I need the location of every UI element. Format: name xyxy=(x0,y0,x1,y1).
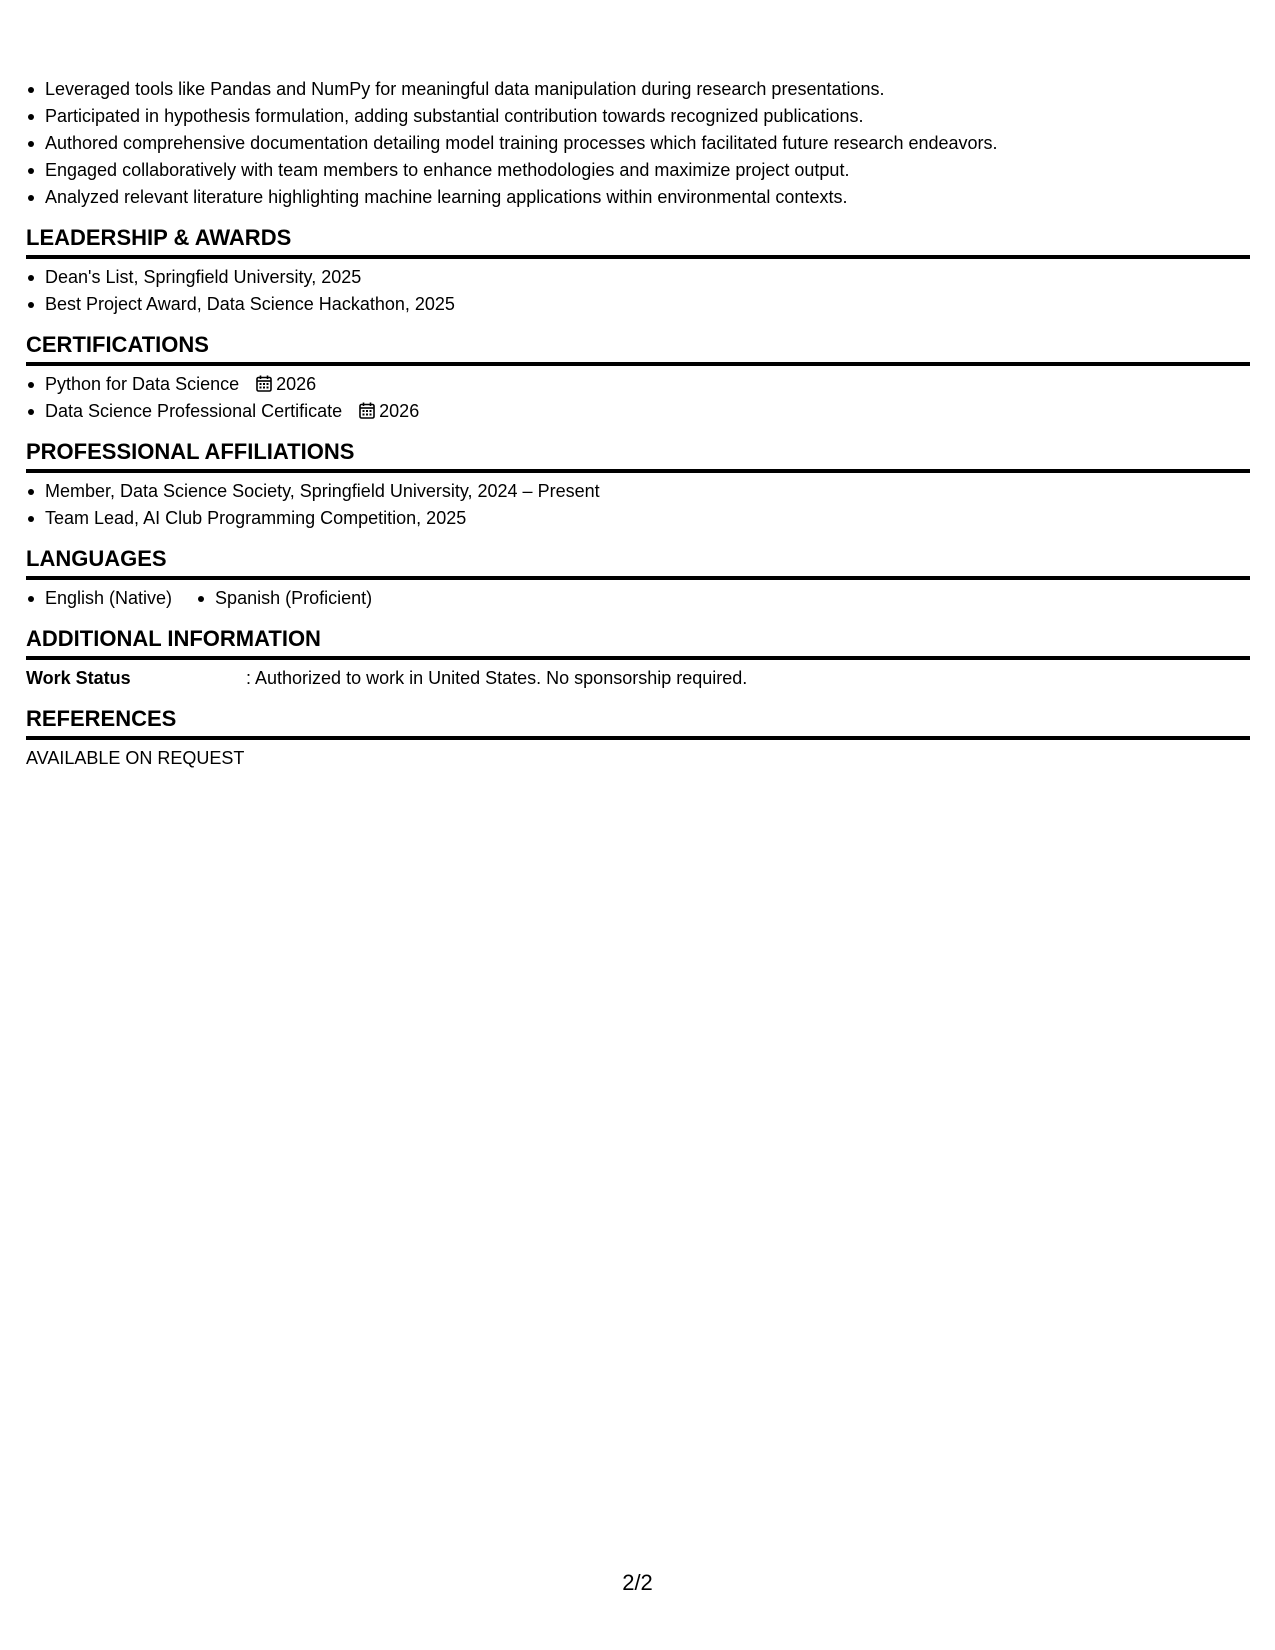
bullet-text: Engaged collaboratively with team members to enhance methodologies and maximize project output. xyxy=(45,160,850,180)
bullet-text: Analyzed relevant literature highlighting machine learning applications within environmental contexts. xyxy=(45,187,848,207)
bullet-icon xyxy=(28,596,34,602)
bullet-icon xyxy=(28,382,34,388)
language-text: English (Native) xyxy=(45,588,173,608)
leadership-list xyxy=(26,264,1250,318)
references-section xyxy=(26,704,1250,772)
certification-year: 2026 xyxy=(379,401,420,421)
section-title: CERTIFICATIONS xyxy=(26,330,1250,366)
bullet-icon xyxy=(28,168,34,174)
list-item xyxy=(26,264,1250,291)
bullet-icon xyxy=(198,596,204,602)
award-text: Best Project Award, Data Science Hackathon, 2025 xyxy=(45,294,455,314)
page-number: 2/2 xyxy=(622,1570,653,1595)
list-item xyxy=(26,130,1250,157)
section-title: PROFESSIONAL AFFILIATIONS xyxy=(26,437,1250,473)
list-item xyxy=(26,184,1250,211)
bullet-text: Leveraged tools like Pandas and NumPy for meaningful data manipulation during research presentations. xyxy=(45,79,885,99)
certification-year: 2026 xyxy=(276,374,317,394)
work-status-label: Work Status xyxy=(26,668,131,688)
bullet-icon xyxy=(28,141,34,147)
section-title: REFERENCES xyxy=(26,704,1250,740)
list-item xyxy=(26,398,1250,425)
list-item xyxy=(26,103,1250,130)
calendar-icon xyxy=(359,402,375,419)
calendar-icon xyxy=(256,375,272,392)
affiliation-text: Team Lead, AI Club Programming Competition, 2025 xyxy=(45,508,467,528)
certification-name: Data Science Professional Certificate xyxy=(45,401,343,421)
list-item xyxy=(26,157,1250,184)
bullet-icon xyxy=(28,516,34,522)
references-text: AVAILABLE ON REQUEST xyxy=(26,748,245,768)
research-bullet-list xyxy=(26,76,1250,211)
list-item xyxy=(26,585,172,612)
list-item xyxy=(26,291,1250,318)
list-item xyxy=(26,76,1250,103)
certification-date xyxy=(359,398,419,425)
languages-list xyxy=(26,585,1250,612)
bullet-text: Participated in hypothesis formulation, adding substantial contribution towards recognized publications. xyxy=(45,106,864,126)
leadership-section xyxy=(26,223,1250,318)
award-text: Dean's List, Springfield University, 2025 xyxy=(45,267,362,287)
bullet-icon xyxy=(28,302,34,308)
affiliation-text: Member, Data Science Society, Springfield University, 2024 – Present xyxy=(45,481,600,501)
section-title: LEADERSHIP & AWARDS xyxy=(26,223,1250,259)
certification-name: Python for Data Science xyxy=(45,374,240,394)
bullet-icon xyxy=(28,489,34,495)
work-status-value: : Authorized to work in United States. No sponsorship required. xyxy=(246,668,748,688)
certification-date xyxy=(256,371,316,398)
additional-info-section xyxy=(26,624,1250,692)
bullet-icon xyxy=(28,87,34,93)
language-text: Spanish (Proficient) xyxy=(215,588,373,608)
section-title: ADDITIONAL INFORMATION xyxy=(26,624,1250,660)
bullet-icon xyxy=(28,275,34,281)
affiliations-section xyxy=(26,437,1250,532)
bullet-icon xyxy=(28,195,34,201)
affiliations-list xyxy=(26,478,1250,532)
list-item xyxy=(26,505,1250,532)
certifications-list xyxy=(26,371,1250,425)
list-item xyxy=(196,585,372,612)
bullet-icon xyxy=(28,114,34,120)
list-item xyxy=(26,478,1250,505)
bullet-text: Authored comprehensive documentation detailing model training processes which facilitated future research endeavors. xyxy=(45,133,998,153)
work-status-row xyxy=(26,665,1250,692)
section-title: LANGUAGES xyxy=(26,544,1250,580)
languages-section xyxy=(26,544,1250,612)
certifications-section xyxy=(26,330,1250,425)
resume-page xyxy=(26,76,1250,772)
bullet-icon xyxy=(28,409,34,415)
list-item xyxy=(26,371,1250,398)
